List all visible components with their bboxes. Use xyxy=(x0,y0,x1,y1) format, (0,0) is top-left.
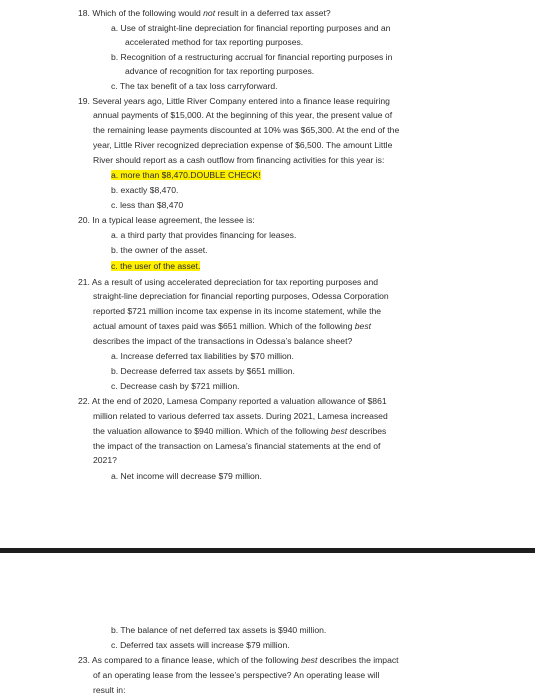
page1-line-22 xyxy=(93,336,352,347)
page2-line-0 xyxy=(111,625,326,636)
page1-line-23 xyxy=(111,351,294,362)
page1-line-11 xyxy=(111,170,261,181)
emphasis-text: best xyxy=(354,321,372,331)
page1-line-20 xyxy=(93,306,381,317)
line-text xyxy=(93,110,392,120)
line-text xyxy=(111,640,290,650)
emphasis-text: best xyxy=(301,655,318,665)
line-text xyxy=(111,23,390,33)
line-text xyxy=(111,81,278,91)
page1-line-8 xyxy=(93,125,399,136)
line-text-part: accelerated method for tax reporting purposes. xyxy=(125,37,304,47)
page1-line-14 xyxy=(78,215,255,226)
page1-line-6 xyxy=(78,96,390,107)
line-text-part: b. the owner of the asset. xyxy=(111,245,208,255)
line-text xyxy=(125,66,314,76)
line-text xyxy=(93,125,399,135)
line-text-part: result in: xyxy=(93,685,126,695)
line-text-part: a. a third party that provides financing for leases. xyxy=(111,230,297,240)
page1-line-4 xyxy=(125,66,314,77)
line-text-part: 19. Several years ago, Little River Company entered into a finance lease requiring xyxy=(78,96,390,106)
line-text xyxy=(93,685,125,695)
line-text-part: advance of recognition for tax reporting purposes. xyxy=(125,66,315,76)
line-text-part: million related to various deferred tax assets. During 2021, Lamesa increased xyxy=(93,411,388,421)
emphasis-text: best xyxy=(330,426,348,436)
page1-line-3 xyxy=(111,52,392,63)
page1-line-24 xyxy=(111,366,295,377)
page1-line-13 xyxy=(111,200,183,211)
page1-line-26 xyxy=(78,396,387,407)
line-text-part: a. more than $8,470.DOUBLE CHECK! xyxy=(111,170,261,180)
line-text xyxy=(93,140,392,150)
line-text-part: 2021? xyxy=(93,455,117,465)
line-text-part: c. the user of the asset. xyxy=(111,261,201,271)
line-text xyxy=(78,655,399,665)
line-text xyxy=(78,8,331,18)
page1-line-28 xyxy=(93,426,386,437)
page2-line-1 xyxy=(111,640,290,651)
line-text-part: straight-line depreciation for financial reporting purposes, Odessa Corporation xyxy=(93,291,389,301)
page2-line-3 xyxy=(93,670,379,681)
line-text-part: a. Increase deferred tax liabilities by $70 million. xyxy=(111,351,294,361)
line-text xyxy=(93,455,117,465)
page1-line-0 xyxy=(78,8,331,19)
line-text xyxy=(111,200,183,210)
line-text xyxy=(93,321,371,331)
line-text-part: of an operating lease from the lessee’s perspective? An operating lease will xyxy=(93,670,380,680)
page2-line-2 xyxy=(78,655,399,666)
line-text-part: actual amount of taxes paid was $651 million. Which of the following xyxy=(93,321,355,331)
page2-line-4 xyxy=(93,685,125,696)
line-text-part: describes the impact xyxy=(317,655,399,665)
page1-line-29 xyxy=(93,441,380,452)
line-text xyxy=(111,381,240,391)
line-text-part: a. Net income will decrease $79 million. xyxy=(111,471,262,481)
page1-line-12 xyxy=(111,185,178,196)
line-text-part: reported $721 million income tax expense in its income statement, while the xyxy=(93,306,382,316)
line-text xyxy=(78,396,387,406)
emphasis-text: not xyxy=(203,8,216,18)
line-text-part: 20. In a typical lease agreement, the lessee is: xyxy=(78,215,255,225)
page1-line-9 xyxy=(93,140,392,151)
line-text-part: b. Recognition of a restructuring accrual for financial reporting purposes in xyxy=(111,52,393,62)
page1-line-2 xyxy=(125,37,303,48)
page1-line-5 xyxy=(111,81,278,92)
line-text xyxy=(93,670,379,680)
line-text xyxy=(111,366,295,376)
line-text-part: c. Decrease cash by $721 million. xyxy=(111,381,240,391)
page1-line-31 xyxy=(111,471,262,482)
line-text-part: 18. Which of the following would xyxy=(78,8,204,18)
line-text xyxy=(93,426,386,436)
line-text xyxy=(111,471,262,481)
line-text-part: annual payments of $15,000. At the beginning of this year, the present value of xyxy=(93,110,393,120)
line-text xyxy=(111,625,326,635)
highlighted-text xyxy=(111,170,261,180)
page1-line-30 xyxy=(93,455,117,466)
page1-line-7 xyxy=(93,110,392,121)
line-text-part: River should report as a cash outflow from financing activities for this year is: xyxy=(93,155,385,165)
line-text xyxy=(93,411,388,421)
line-text-part: c. less than $8,470 xyxy=(111,200,184,210)
page1-line-18 xyxy=(78,277,378,288)
line-text xyxy=(111,351,294,361)
line-text xyxy=(111,185,178,195)
page1-line-19 xyxy=(93,291,389,302)
line-text-part: the valuation allowance to $940 million. Which of the following xyxy=(93,426,331,436)
line-text-part: 23. As compared to a finance lease, which of the following xyxy=(78,655,302,665)
line-text-part: 22. At the end of 2020, Lamesa Company reported a valuation allowance of $861 xyxy=(78,396,387,406)
line-text xyxy=(78,277,378,287)
line-text xyxy=(111,245,208,255)
line-text-part: 21. As a result of using accelerated depreciation for tax reporting purposes and xyxy=(78,277,379,287)
page1-line-25 xyxy=(111,381,240,392)
line-text-part: year, Little River recognized depreciation expense of $6,500. The amount Little xyxy=(93,140,393,150)
line-text-part: b. exactly $8,470. xyxy=(111,185,179,195)
page1-line-15 xyxy=(111,230,296,241)
line-text xyxy=(125,37,303,47)
line-text xyxy=(78,96,390,106)
line-text xyxy=(78,215,255,225)
line-text-part: the remaining lease payments discounted at 10% was $65,300. At the end of the xyxy=(93,125,400,135)
line-text-part: describes xyxy=(347,426,387,436)
line-text xyxy=(93,291,389,301)
highlighted-text xyxy=(111,261,200,271)
page1-line-16 xyxy=(111,245,208,256)
line-text-part: the impact of the transaction on Lamesa’s financial statements at the end of xyxy=(93,441,381,451)
line-text xyxy=(93,306,381,316)
line-text-part: c. The tax benefit of a tax loss carryforward. xyxy=(111,81,278,91)
line-text-part: c. Deferred tax assets will increase $79 million. xyxy=(111,640,290,650)
line-text xyxy=(111,230,296,240)
line-text xyxy=(93,155,384,165)
page1-line-10 xyxy=(93,155,384,166)
page1-line-17 xyxy=(111,261,200,272)
page1-line-21 xyxy=(93,321,371,332)
line-text xyxy=(93,336,352,346)
line-text-part: b. The balance of net deferred tax assets is $940 million. xyxy=(111,625,327,635)
line-text xyxy=(111,52,392,62)
line-text-part: b. Decrease deferred tax assets by $651 million. xyxy=(111,366,295,376)
page1-line-27 xyxy=(93,411,388,422)
line-text-part: a. Use of straight-line depreciation for financial reporting purposes and an xyxy=(111,23,391,33)
line-text-part: describes the impact of the transactions in Odessa’s balance sheet? xyxy=(93,336,353,346)
line-text xyxy=(93,441,380,451)
page1-line-1 xyxy=(111,23,390,34)
line-text-part: result in a deferred tax asset? xyxy=(215,8,331,18)
